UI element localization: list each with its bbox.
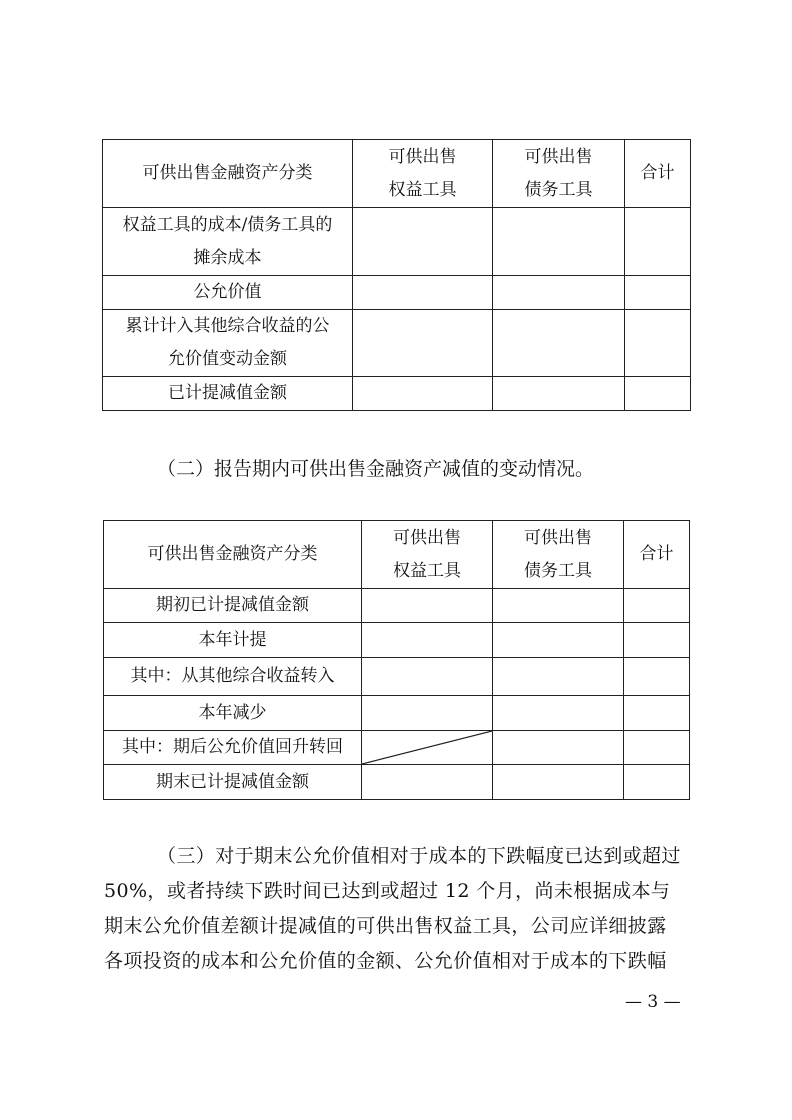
header-equity-instruments bbox=[353, 140, 493, 208]
paragraph-line: 各项投资的成本和公允价值的金额、公允价值相对于成本的下跌幅 bbox=[104, 950, 667, 972]
header-debt-instruments bbox=[493, 140, 625, 208]
table-row bbox=[104, 658, 690, 696]
table-row bbox=[103, 208, 691, 276]
header-line: 可供出售 bbox=[524, 527, 592, 548]
header-line: 可供出售 bbox=[393, 527, 461, 548]
paragraph-line: 期末公允价值差额计提减值的可供出售权益工具，公司应详细披露 bbox=[104, 915, 667, 937]
table-cell bbox=[493, 696, 624, 731]
table-header-row bbox=[103, 140, 691, 208]
row-label: 其中：从其他综合收益转入 bbox=[104, 658, 362, 696]
row-label bbox=[103, 310, 353, 377]
table-row bbox=[104, 765, 690, 800]
header-line: 债务工具 bbox=[524, 179, 593, 200]
paragraph-line: （三）对于期末公允价值相对于成本的下跌幅度已达到或超过 bbox=[157, 845, 681, 867]
table-cell bbox=[353, 310, 493, 377]
table-cell bbox=[493, 765, 624, 800]
table-row bbox=[104, 589, 690, 623]
row-label-line: 允价值变动金额 bbox=[168, 349, 287, 369]
table-cell bbox=[353, 208, 493, 276]
row-label: 本年计提 bbox=[104, 623, 362, 658]
header-debt-instruments bbox=[493, 521, 624, 589]
table-cell bbox=[624, 765, 690, 800]
header-line: 可供出售 bbox=[524, 146, 593, 167]
table-cell bbox=[625, 310, 691, 377]
table-row bbox=[104, 696, 690, 731]
header-total: 合计 bbox=[625, 140, 691, 208]
table-cell bbox=[362, 658, 493, 696]
row-label: 期末已计提减值金额 bbox=[104, 765, 362, 800]
table-cell bbox=[362, 765, 493, 800]
table-cell bbox=[493, 731, 624, 765]
table-cell bbox=[493, 208, 625, 276]
row-label-line: 权益工具的成本/债务工具的 bbox=[122, 214, 333, 235]
header-line: 权益工具 bbox=[388, 179, 457, 200]
row-label: 公允价值 bbox=[103, 276, 353, 310]
diagonal-cell bbox=[362, 731, 493, 765]
table-cell bbox=[625, 377, 691, 411]
table-available-for-sale-classification bbox=[102, 139, 691, 411]
header-line: 债务工具 bbox=[524, 560, 592, 581]
page-number: — 3 — bbox=[625, 992, 681, 1012]
table-cell bbox=[493, 276, 625, 310]
table-row bbox=[104, 731, 690, 765]
header-line: 权益工具 bbox=[393, 560, 461, 581]
table-cell bbox=[493, 310, 625, 377]
table-cell bbox=[624, 696, 690, 731]
table-cell bbox=[624, 589, 690, 623]
table-cell bbox=[362, 589, 493, 623]
row-label-line: 摊余成本 bbox=[193, 247, 262, 268]
table-cell bbox=[624, 731, 690, 765]
header-classification: 可供出售金融资产分类 bbox=[104, 521, 362, 589]
table-cell bbox=[353, 377, 493, 411]
table-row bbox=[104, 623, 690, 658]
section-heading-impairment-changes: （二）报告期内可供出售金融资产减值的变动情况。 bbox=[157, 458, 595, 480]
table-cell bbox=[493, 377, 625, 411]
table-impairment-changes bbox=[103, 520, 690, 800]
table-cell bbox=[625, 276, 691, 310]
table-cell bbox=[493, 658, 624, 696]
row-label bbox=[103, 208, 353, 276]
header-total: 合计 bbox=[624, 521, 690, 589]
diagonal-slash bbox=[362, 731, 492, 764]
table-cell bbox=[362, 623, 493, 658]
header-equity-instruments bbox=[362, 521, 493, 589]
row-label: 其中：期后公允价值回升转回 bbox=[104, 731, 362, 765]
header-line: 可供出售 bbox=[388, 146, 457, 167]
table-cell bbox=[493, 589, 624, 623]
paragraph-line: 50%，或者持续下跌时间已达到或超过 12 个月，尚未根据成本与 bbox=[104, 880, 671, 902]
table-header-row bbox=[104, 521, 690, 589]
table-cell bbox=[624, 623, 690, 658]
row-label: 本年减少 bbox=[104, 696, 362, 731]
header-classification: 可供出售金融资产分类 bbox=[103, 140, 353, 208]
table-row bbox=[103, 310, 691, 377]
table-cell bbox=[493, 623, 624, 658]
table-cell bbox=[362, 696, 493, 731]
table-cell bbox=[353, 276, 493, 310]
table-row bbox=[103, 377, 691, 411]
row-label: 期初已计提减值金额 bbox=[104, 589, 362, 623]
row-label-line: 累计计入其他综合收益的公 bbox=[125, 316, 330, 336]
row-label: 已计提减值金额 bbox=[103, 377, 353, 411]
table-row bbox=[103, 276, 691, 310]
table-cell bbox=[624, 658, 690, 696]
table-cell bbox=[625, 208, 691, 276]
